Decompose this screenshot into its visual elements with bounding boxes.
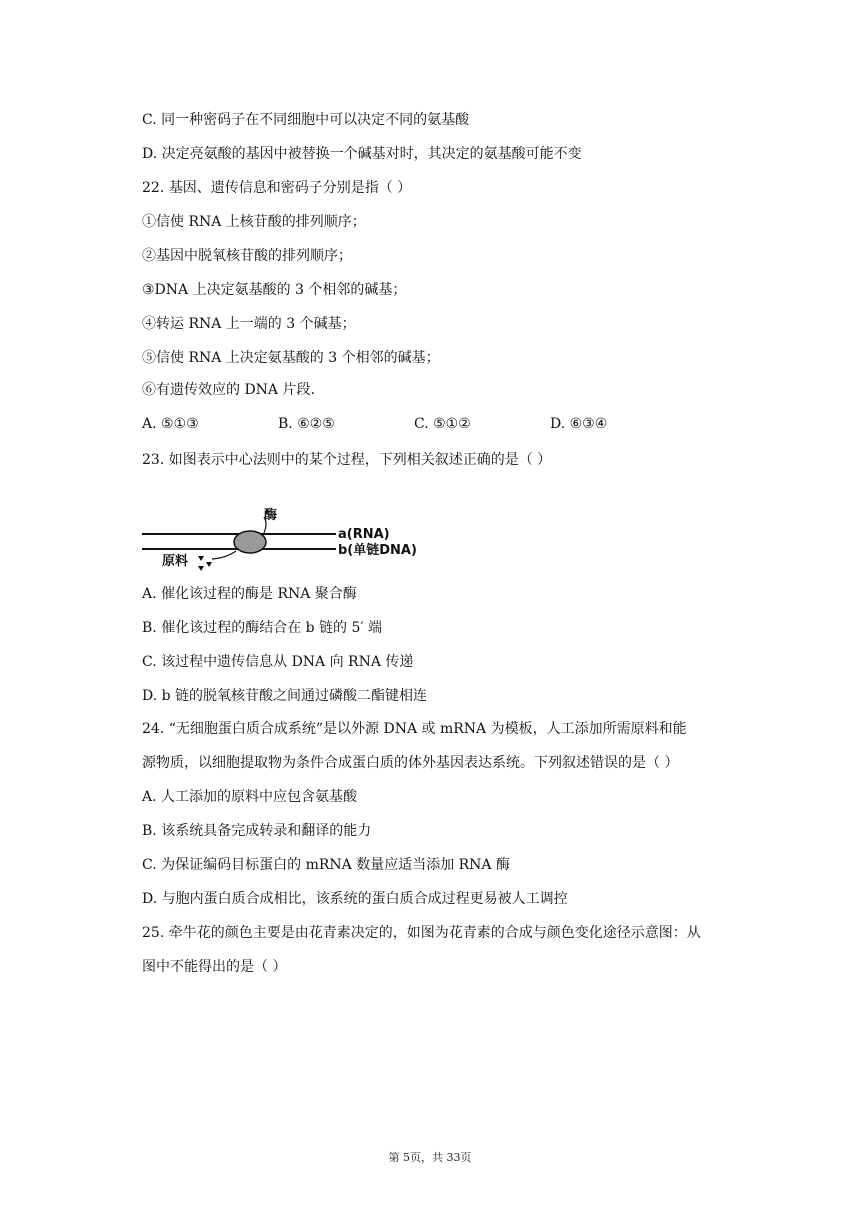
q22-item-3: ③DNA 上决定氨基酸的 3 个相邻的碱基； bbox=[142, 282, 407, 298]
enzyme-label: 酶 bbox=[264, 508, 278, 523]
q22-option-a: A. ⑤①③ bbox=[142, 416, 199, 432]
raw-material-label: 原料 bbox=[162, 554, 189, 569]
q22-item-4: ④转运 RNA 上一端的 3 个碱基； bbox=[142, 316, 356, 332]
q23-option-d: D. b 链的脱氧核苷酸之间通过磷酸二酯键相连 bbox=[142, 688, 428, 704]
raw-material-arrow bbox=[212, 551, 236, 559]
transcription-figure bbox=[140, 505, 440, 585]
q22-option-c: C. ⑤①② bbox=[414, 416, 471, 432]
q24-option-d: D. 与胞内蛋白质合成相比，该系统的蛋白质合成过程更易被人工调控 bbox=[142, 891, 568, 907]
option-c-q21: C. 同一种密码子在不同细胞中可以决定不同的氨基酸 bbox=[142, 112, 470, 128]
raw-material-icon bbox=[198, 556, 212, 571]
q23-option-c: C. 该过程中遗传信息从 DNA 向 RNA 传递 bbox=[142, 654, 414, 670]
q23-option-a: A. 催化该过程的酶是 RNA 聚合酶 bbox=[142, 586, 357, 602]
option-d-q21: D. 决定亮氨酸的基因中被替换一个碱基对时，其决定的氨基酸可能不变 bbox=[142, 146, 582, 162]
question-25-line2: 图中不能得出的是（ ） bbox=[142, 959, 287, 975]
q24-option-c: C. 为保证编码目标蛋白的 mRNA 数量应适当添加 RNA 酶 bbox=[142, 857, 510, 873]
q24-option-a: A. 人工添加的原料中应包含氨基酸 bbox=[142, 789, 358, 805]
q22-options bbox=[142, 414, 662, 434]
a-rna-label: a(RNA) bbox=[338, 527, 390, 542]
q22-item-1: ①信使 RNA 上核苷酸的排列顺序； bbox=[142, 214, 366, 230]
question-22: 22. 基因、遗传信息和密码子分别是指（ ） bbox=[142, 180, 412, 196]
q22-option-d: D. ⑥③④ bbox=[550, 416, 608, 432]
q22-item-2: ②基因中脱氧核苷酸的排列顺序； bbox=[142, 248, 352, 264]
question-24-line2: 源物质，以细胞提取物为条件合成蛋白质的体外基因表达系统。下列叙述错误的是（ ） bbox=[142, 755, 679, 771]
q22-option-b: B. ⑥②⑤ bbox=[278, 416, 335, 432]
b-dna-label: b(单链DNA) bbox=[338, 543, 417, 558]
q24-option-b: B. 该系统具备完成转录和翻译的能力 bbox=[142, 823, 372, 839]
question-23: 23. 如图表示中心法则中的某个过程，下列相关叙述正确的是（ ） bbox=[142, 452, 552, 468]
q22-item-6: ⑥有遗传效应的 DNA 片段. bbox=[142, 382, 315, 398]
q22-item-5: ⑤信使 RNA 上决定氨基酸的 3 个相邻的碱基； bbox=[142, 350, 440, 366]
question-25-line1: 25. 牵牛花的颜色主要是由花青素决定的，如图为花青素的合成与颜色变化途径示意图：从 bbox=[142, 925, 701, 941]
page-footer: 第 5页，共 33页 bbox=[388, 1151, 472, 1164]
enzyme-ellipse bbox=[234, 531, 266, 553]
q23-option-b: B. 催化该过程的酶结合在 b 链的 5′ 端 bbox=[142, 620, 383, 636]
question-24-line1: 24. “无细胞蛋白质合成系统”是以外源 DNA 或 mRNA 为模板，人工添加所需原料和能 bbox=[142, 721, 687, 737]
